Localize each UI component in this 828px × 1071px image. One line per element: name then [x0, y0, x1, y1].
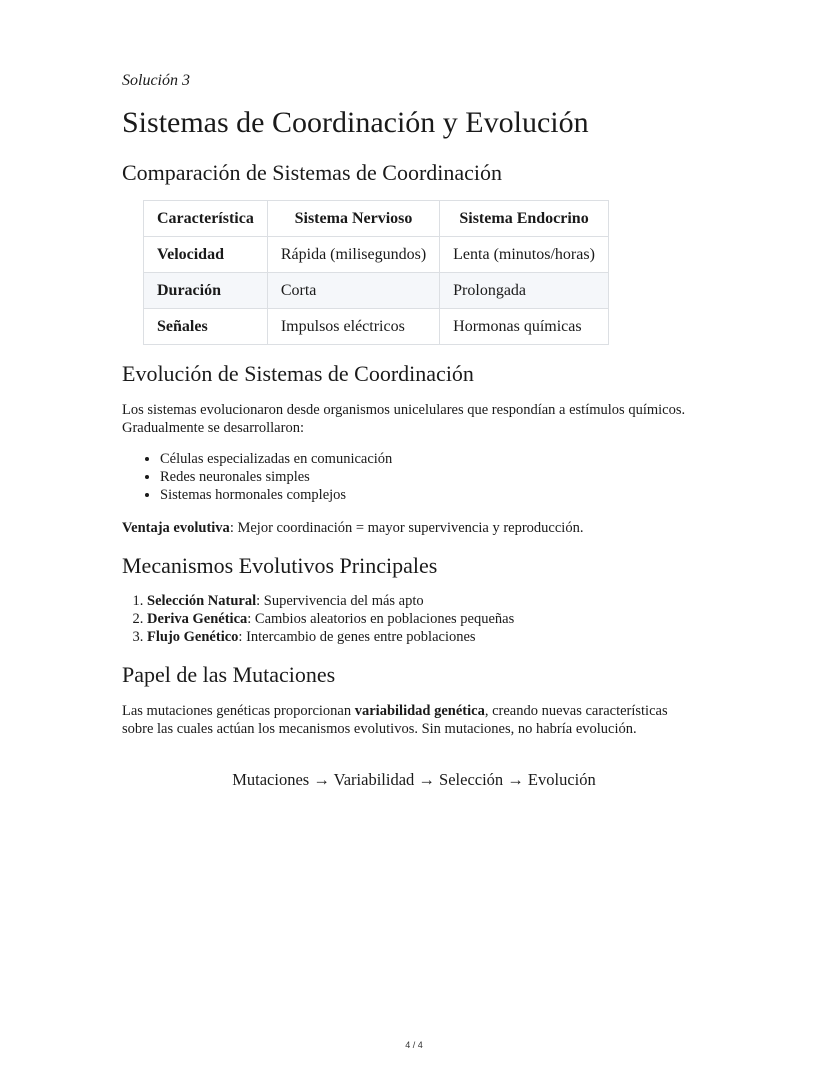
mutations-paragraph	[122, 702, 692, 738]
table-header: Sistema Nervioso	[267, 201, 439, 237]
desc: : Supervivencia del más apto	[256, 593, 424, 609]
table-cell: Duración	[144, 273, 268, 309]
comparison-table	[143, 200, 609, 345]
advantage-label: Ventaja evolutiva	[122, 520, 230, 536]
evolution-intro: Los sistemas evolucionaron desde organismos unicelulares que respondían a estímulos químicos. Gradualmente se desarrollaron:	[122, 402, 686, 436]
desc: : Cambios aleatorios en poblaciones pequeñas	[247, 611, 515, 627]
text: Las mutaciones genéticas proporcionan	[122, 703, 355, 719]
table-row	[144, 273, 609, 309]
table-cell: Prolongada	[440, 273, 609, 309]
table-cell: Señales	[144, 309, 268, 345]
advantage-text: : Mejor coordinación = mayor supervivencia y reproducción.	[229, 520, 584, 536]
table-cell: Lenta (minutos/horas)	[440, 237, 609, 273]
table-cell: Rápida (milisegundos)	[267, 237, 439, 273]
evolution-list	[122, 450, 392, 504]
table-header: Característica	[144, 201, 268, 237]
table-row	[144, 237, 609, 273]
advantage-paragraph	[122, 519, 722, 537]
page-title: Sistemas de Coordinación y Evolución	[122, 106, 589, 139]
page-number: 4 / 4	[405, 1040, 423, 1050]
section-heading-comparison: Comparación de Sistemas de Coordinación	[122, 160, 503, 185]
list-item	[147, 628, 514, 646]
mechanisms-list	[122, 592, 514, 646]
table-cell: Corta	[267, 273, 439, 309]
text: , creando nuevas características sobre las cuales actúan los mecanismos evolutivos. Sin mutaciones, no habría evolución.	[122, 703, 668, 737]
solution-label: Solución 3	[122, 72, 190, 89]
list-item	[147, 610, 514, 628]
list-item: • Células especializadas en comunicación	[160, 450, 392, 468]
table-header: Sistema Endocrino	[440, 201, 609, 237]
term: Flujo Genético	[147, 629, 239, 645]
desc: : Intercambio de genes entre poblaciones	[238, 629, 476, 645]
list-item: • Redes neuronales simples	[160, 468, 392, 486]
bold-term: variabilidad genética	[354, 703, 485, 719]
table-header-row	[144, 201, 609, 237]
term: Selección Natural	[147, 593, 257, 609]
section-heading-mechanisms: Mecanismos Evolutivos Principales	[122, 553, 438, 578]
section-heading-mutations: Papel de las Mutaciones	[122, 662, 336, 687]
term: Deriva Genética	[147, 611, 248, 627]
list-item	[147, 592, 514, 610]
list-item: • Sistemas hormonales complejos	[160, 486, 392, 504]
table-cell: Impulsos eléctricos	[267, 309, 439, 345]
table-row	[144, 309, 609, 345]
table-cell: Hormonas químicas	[440, 309, 609, 345]
section-heading-evolution: Evolución de Sistemas de Coordinación	[122, 361, 474, 386]
formula: Mutaciones → Variabilidad → Selección → Evolución	[232, 770, 596, 789]
table-cell: Velocidad	[144, 237, 268, 273]
